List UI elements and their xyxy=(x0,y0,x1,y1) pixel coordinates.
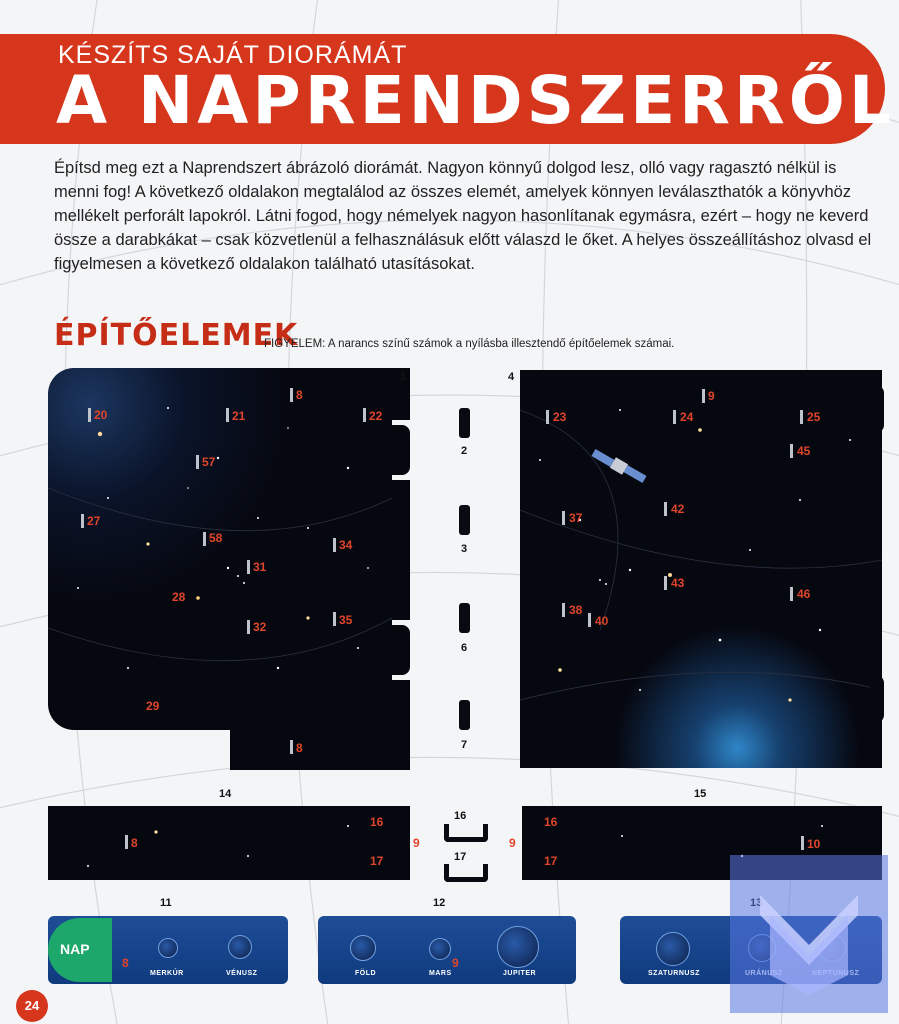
jupiter-planet xyxy=(497,926,539,968)
slot-marker xyxy=(800,410,803,424)
slot-number: 16 xyxy=(544,815,558,829)
venus-planet xyxy=(228,935,252,959)
slot-number: 8 xyxy=(296,388,303,402)
slot-marker xyxy=(673,410,676,424)
slot-marker xyxy=(664,502,667,516)
clip-piece-16 xyxy=(444,824,488,842)
star-field xyxy=(48,806,410,880)
piece-number-6: 6 xyxy=(461,642,468,654)
panel-1-tab-right-2 xyxy=(392,480,410,620)
piece-number-7: 7 xyxy=(461,739,468,751)
slot-number: 8 xyxy=(122,956,129,970)
panel-4-tab-right xyxy=(870,385,884,433)
slot-marker xyxy=(333,612,336,626)
slot-marker xyxy=(290,388,293,402)
piece-number-4: 4 xyxy=(508,371,515,383)
planet-label: VÉNUSZ xyxy=(226,970,258,977)
slot-number: 10 xyxy=(807,837,821,851)
slot-marker xyxy=(546,410,549,424)
panel-1-bottom-flap xyxy=(230,730,410,770)
panel-1-tab-right-3 xyxy=(392,625,410,675)
piece-number-15: 15 xyxy=(694,788,707,800)
piece-number-1: 1 xyxy=(400,371,407,383)
connector-piece-7 xyxy=(459,700,470,730)
earth-planet xyxy=(350,935,376,961)
mercury-planet xyxy=(158,938,178,958)
slot-number: 8 xyxy=(131,836,138,850)
slot-marker xyxy=(247,620,250,634)
connector-piece-2 xyxy=(459,408,470,438)
slot-number: 34 xyxy=(339,538,353,552)
slot-number: 31 xyxy=(253,560,267,574)
slot-marker xyxy=(125,835,128,849)
watermark-logo xyxy=(730,855,888,1013)
slot-number: 35 xyxy=(339,613,353,627)
slot-number: 9 xyxy=(509,836,516,850)
slot-marker xyxy=(247,560,250,574)
slot-number: 9 xyxy=(708,389,715,403)
slot-marker xyxy=(290,740,293,754)
slot-number: 21 xyxy=(232,409,246,423)
piece-number-11: 11 xyxy=(160,897,172,909)
slot-marker xyxy=(203,532,206,546)
connector-piece-3 xyxy=(459,505,470,535)
slot-number: 17 xyxy=(544,854,558,868)
slot-number: 27 xyxy=(87,514,101,528)
intro-paragraph: Építsd meg ezt a Naprendszert ábrázoló diorámát. Nagyon könnyű dolgod lesz, olló vagy ragasztó nélkül is menni fog! A következő oldalakon megtalálod az összes elemét, amelyek könnyen leválaszthatók a könyvhöz mellékelt perforált lapokról. Látni fogod, hogy némelyek nagyon hasonlítanak egymásra, ezért – hogy ne keverd össze a darabkákat – csak közvetlenül a felhasználásuk előtt válaszd le őket. A helyes összeállításhoz olvasd el figyelmesen a következő oldalakon található utasításokat. xyxy=(54,159,872,273)
slot-number: 58 xyxy=(209,531,223,545)
slot-number: 17 xyxy=(370,854,384,868)
clip-piece-17 xyxy=(444,864,488,882)
slot-number: 16 xyxy=(370,815,384,829)
parts-note: FIGYELEM: A narancs színű számok a nyílásba illesztendő építőelemek számai. xyxy=(264,338,675,350)
slot-number: 23 xyxy=(553,410,567,424)
slot-marker xyxy=(664,576,667,590)
slot-marker xyxy=(562,603,565,617)
mars-planet xyxy=(429,938,451,960)
piece-number-17: 17 xyxy=(454,851,467,863)
panel-1-tab-right-1 xyxy=(392,425,410,475)
slot-number: 43 xyxy=(671,576,685,590)
page-title: A NAPRENDSZERRŐL xyxy=(56,62,895,139)
slot-marker xyxy=(562,511,565,525)
piece-number-2: 2 xyxy=(461,445,468,457)
connector-piece-6 xyxy=(459,603,470,633)
slot-number: 42 xyxy=(671,502,685,516)
slot-number: 24 xyxy=(680,410,694,424)
planet-label: SZATURNUSZ xyxy=(648,970,700,977)
piece-number-16: 16 xyxy=(454,810,467,822)
slot-marker xyxy=(588,613,591,627)
slot-marker xyxy=(790,587,793,601)
slot-marker xyxy=(790,444,793,458)
slot-number: 9 xyxy=(452,956,459,970)
slot-number: 38 xyxy=(569,603,583,617)
slot-number: 20 xyxy=(94,408,108,422)
slot-number: 46 xyxy=(797,587,811,601)
planet-label: JUPITER xyxy=(503,970,537,977)
slot-number: 37 xyxy=(569,511,583,525)
saturn-planet xyxy=(656,932,690,966)
slot-marker xyxy=(702,389,705,403)
satellite-icon xyxy=(591,449,646,483)
sun-label: NAP xyxy=(60,941,90,957)
parts-heading: ÉPÍTŐELEMEK xyxy=(54,318,299,353)
planet-label: MARS xyxy=(429,970,452,977)
planet-label: MERKÚR xyxy=(150,970,184,977)
slot-marker xyxy=(801,836,804,850)
slot-number: 8 xyxy=(296,741,303,755)
planet-label: FÖLD xyxy=(355,970,377,977)
slot-marker xyxy=(333,538,336,552)
slot-marker xyxy=(226,408,229,422)
panel-4-tab-right-2 xyxy=(870,675,884,723)
slot-marker xyxy=(196,455,199,469)
slot-number: 25 xyxy=(807,410,821,424)
strip-14 xyxy=(48,806,410,880)
slot-number: 57 xyxy=(202,455,216,469)
slot-marker xyxy=(81,514,84,528)
slot-number: 40 xyxy=(595,614,609,628)
piece-number-12: 12 xyxy=(433,897,446,909)
piece-number-14: 14 xyxy=(219,788,232,800)
slot-number: 29 xyxy=(146,699,160,713)
slot-marker xyxy=(363,408,366,422)
slot-number: 22 xyxy=(369,409,383,423)
slot-marker xyxy=(88,408,91,422)
slot-number: 32 xyxy=(253,620,267,634)
star-field xyxy=(520,370,882,768)
slot-number: 28 xyxy=(172,590,186,604)
piece-number-3: 3 xyxy=(461,543,468,555)
panel-4 xyxy=(520,370,882,768)
banner-kicker: KÉSZÍTS SAJÁT DIORÁMÁT xyxy=(58,41,408,69)
slot-number: 9 xyxy=(413,836,420,850)
slot-number: 45 xyxy=(797,444,811,458)
page-number: 24 xyxy=(16,990,48,1022)
